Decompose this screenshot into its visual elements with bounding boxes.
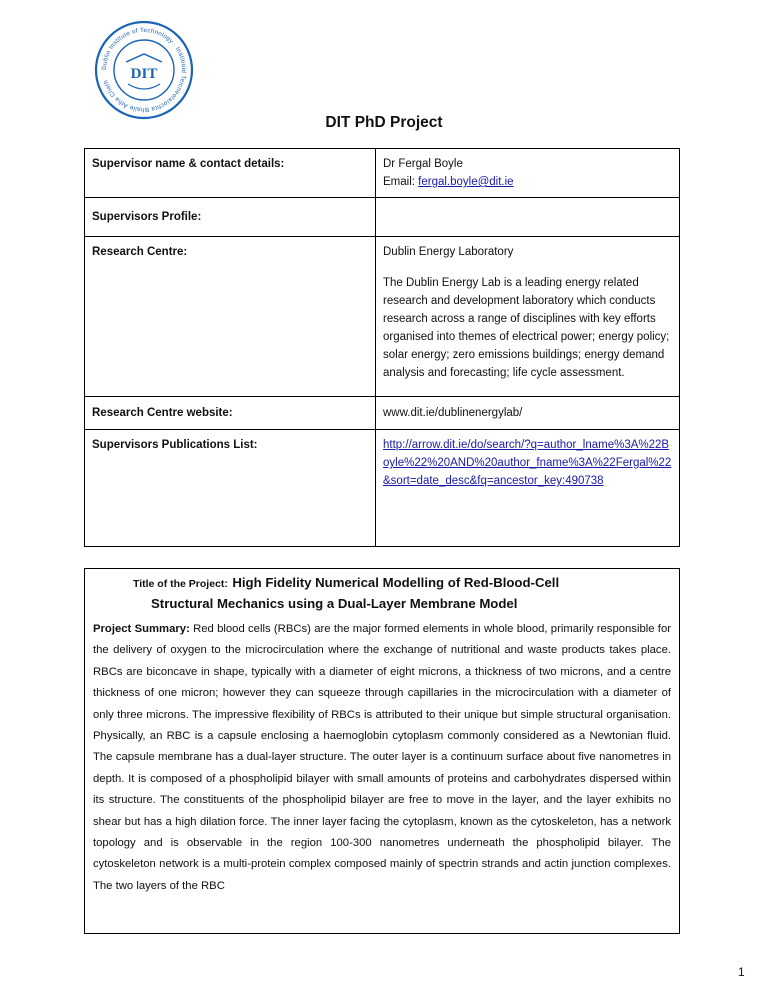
supervisor-value [376,149,680,198]
document-title: DIT PhD Project [325,114,443,131]
project-summary-label: Project Summary: [93,623,190,635]
logo-text: DIT [130,66,158,82]
research-centre-value [376,237,680,397]
page-number: 1 [738,965,745,979]
research-centre-label: Research Centre: [85,237,376,397]
website-label: Research Centre website: [85,397,376,430]
profile-value [376,198,680,237]
supervisor-email-link[interactable]: fergal.boyle@dit.ie [418,176,514,188]
publications-value [376,430,680,547]
project-title [93,573,671,613]
logo-ring-text: Dublin Institute of Technology · Institiúid Teicneolaíochta Bhaile Átha Cliath [100,26,188,114]
project-title-line1: High Fidelity Numerical Modelling of Red-Blood-Cell [232,575,560,590]
profile-label: Supervisors Profile: [85,198,376,237]
research-centre-row [85,237,680,397]
supervisor-name: Dr Fergal Boyle [383,158,463,170]
website-row [85,397,680,430]
supervisor-email-line [383,173,672,191]
project-title-line2: Structural Mechanics using a Dual-Layer Membrane Model [151,596,518,611]
project-summary-text: Red blood cells (RBCs) are the major formed elements in whole blood, primarily responsible for the delivery of oxygen to the microcirculation where the exchange of nutritional and waste products takes place. RBCs are biconcave in shape, typically with a diameter of eight microns, a thickness of two microns, and a centre thickness of one micron; however they can squeeze through capillaries in the microcirculation with a diameter of only three microns. The impressive flexibility of RBCs is attributed to their unique but simple structural organisation. Physically, an RBC is a capsule enclosing a haemoglobin cytoplasm commonly considered as a Newtonian fluid. The capsule membrane has a dual-layer structure. The outer layer is a continuum surface about five nanometres in depth. It is composed of a phospholipid bilayer with small amounts of proteins and carbohydrates dispersed within its structure. The constituents of the phospholipid bilayer are free to move in the layer, and the layer exhibits no shear but has a high dilation force. The inner layer facing the cytoplasm, known as the cytoskeleton, has a network topology and is observable in the region 100-300 nanometres underneath the phospholipid bilayer. The cytoskeleton network is a multi-protein complex composed mainly of spectrin strands and actin junction complexes. The two layers of the RBC [93,623,671,892]
website-value: www.dit.ie/dublinenergylab/ [376,397,680,430]
profile-row [85,198,680,237]
publications-link[interactable]: http://arrow.dit.ie/do/search/?q=author_lname%3A%22Boyle%22%20AND%20author_fname%3A%22Fergal%22&sort=date_desc&fq=ancestor_key:490738 [383,439,672,487]
research-centre-name: Dublin Energy Laboratory [383,246,514,258]
publications-label: Supervisors Publications List: [85,430,376,547]
project-summary [93,619,671,897]
supervisor-label: Supervisor name & contact details: [85,149,376,198]
project-title-label: Title of the Project: [133,578,228,590]
supervisor-info-table [84,148,680,547]
email-prefix: Email: [383,176,419,188]
project-section [84,568,680,934]
dit-logo [88,14,200,126]
supervisor-row [85,149,680,198]
publications-row [85,430,680,547]
research-centre-description: The Dublin Energy Lab is a leading energy related research and development laboratory which conducts research across a range of disciplines with key efforts organised into themes of electrical power; energy policy; solar energy; zero emissions buildings; energy demand analysis and forecasting; life cycle assessment. [383,277,670,379]
